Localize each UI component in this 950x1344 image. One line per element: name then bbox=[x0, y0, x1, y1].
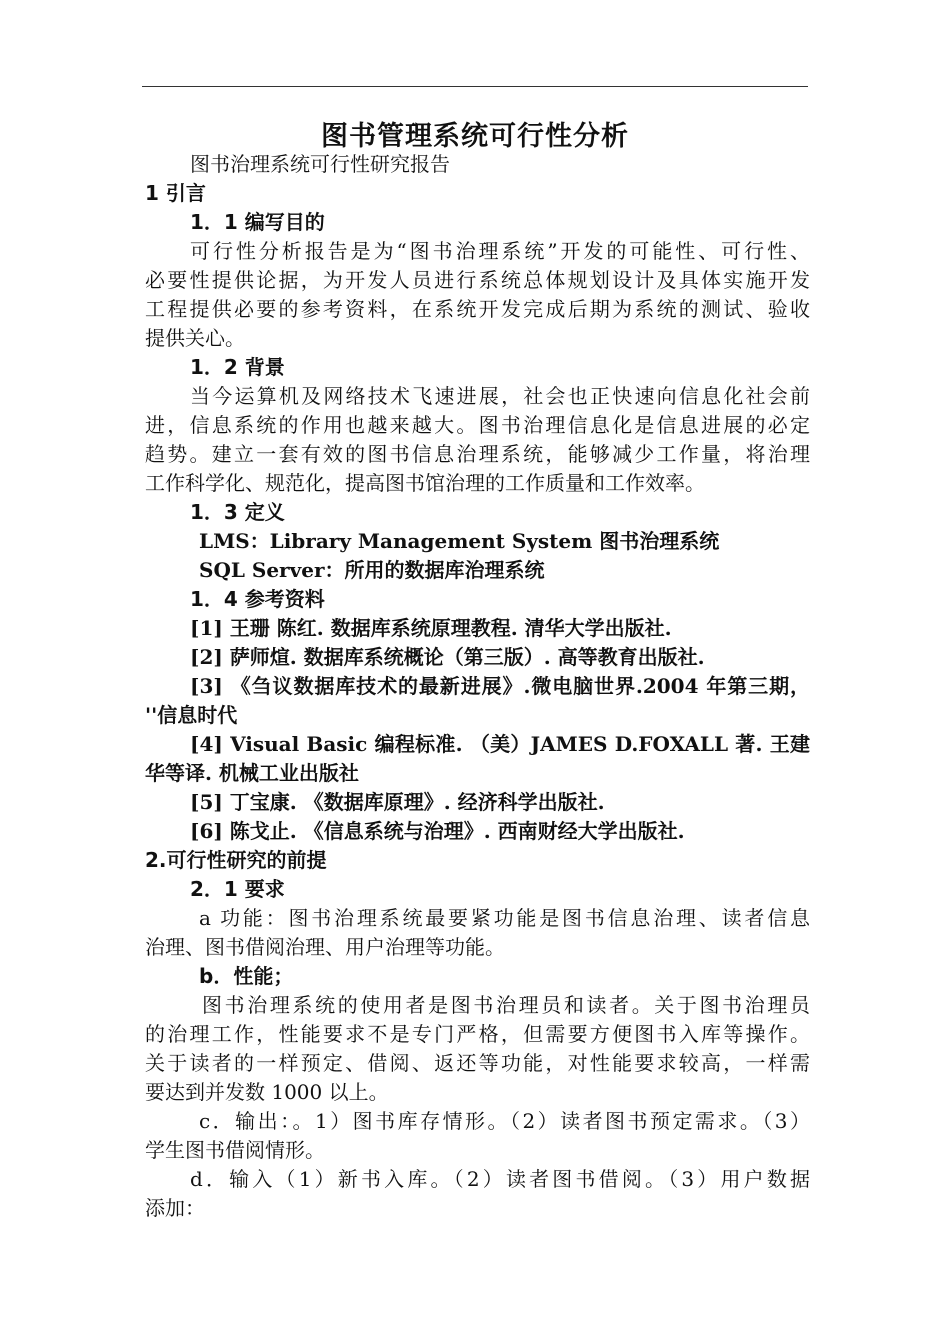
paragraph-line: 要达到并发数 1000 以上。 bbox=[145, 1080, 389, 1104]
subsection-heading-1-2: 1．2 背景 bbox=[190, 355, 285, 379]
paragraph-line: 学生图书借阅情形。 bbox=[145, 1138, 325, 1162]
paragraph-line: 治理、图书借阅治理、用户治理等功能。 bbox=[145, 935, 505, 959]
paragraph-line: 工程提供必要的参考资料，在系统开发完成后期为系统的测试、验收 bbox=[145, 297, 810, 321]
definition-line: LMS：Library Management System 图书治理系统 bbox=[199, 529, 720, 553]
reference-item: [1] 王珊 陈红. 数据库系统原理教程. 清华大学出版社. bbox=[190, 616, 672, 640]
reference-item: [2] 萨师煊. 数据库系统概论（第三版）. 高等教育出版社. bbox=[190, 645, 705, 669]
paragraph-line: a 功能：图书治理系统最要紧功能是图书信息治理、读者信息 bbox=[199, 906, 810, 930]
reference-item: [5] 丁宝康. 《数据库原理》. 经济科学出版社. bbox=[190, 790, 605, 814]
subtitle: 图书治理系统可行性研究报告 bbox=[190, 152, 450, 176]
document-body bbox=[145, 150, 810, 1223]
paragraph-line: 必要性提供论据，为开发人员进行系统总体规划设计及具体实施开发 bbox=[145, 268, 810, 292]
subsection-heading-1-3: 1．3 定义 bbox=[190, 500, 285, 524]
section-heading-2: 2.可行性研究的前提 bbox=[145, 848, 327, 872]
reference-item-cont: ''信息时代 bbox=[145, 703, 238, 727]
reference-item-cont: 华等译. 机械工业出版社 bbox=[145, 761, 359, 785]
item-heading-b: b．性能； bbox=[199, 964, 294, 988]
paragraph-line: 关于读者的一样预定、借阅、返还等功能，对性能要求较高，一样需 bbox=[145, 1051, 810, 1075]
paragraph-line: 工作科学化、规范化，提高图书馆治理的工作质量和工作效率。 bbox=[145, 471, 705, 495]
reference-item: [6] 陈戈止. 《信息系统与治理》. 西南财经大学出版社. bbox=[190, 819, 685, 843]
subsection-heading-1-1: 1．1 编写目的 bbox=[190, 210, 325, 234]
paragraph-line: 图书治理系统的使用者是图书治理员和读者。关于图书治理员 bbox=[202, 993, 810, 1017]
header-rule bbox=[142, 86, 808, 87]
section-heading-1: 1 引言 bbox=[145, 181, 206, 205]
paragraph-line: c．输出：。1）图书库存情形。（2）读者图书预定需求。（3） bbox=[199, 1109, 810, 1133]
paragraph-line: 提供关心。 bbox=[145, 326, 245, 350]
reference-item: [3] 《刍议数据库技术的最新进展》.微电脑世界.2004 年第三期， bbox=[190, 674, 810, 698]
document-title: 图书管理系统可行性分析 bbox=[321, 121, 629, 152]
paragraph-line: 趋势。建立一套有效的图书信息治理系统，能够减少工作量，将治理 bbox=[145, 442, 810, 466]
paragraph-line: 的治理工作，性能要求不是专门严格，但需要方便图书入库等操作。 bbox=[145, 1022, 810, 1046]
subsection-heading-2-1: 2．1 要求 bbox=[190, 877, 285, 901]
definition-line: SQL Server：所用的数据库治理系统 bbox=[199, 558, 545, 582]
paragraph-line: 当今运算机及网络技术飞速进展，社会也正快速向信息化社会前 bbox=[190, 384, 810, 408]
paragraph-line: d．输入（1）新书入库。（2）读者图书借阅。（3）用户数据 bbox=[190, 1167, 810, 1191]
subsection-heading-1-4: 1．4 参考资料 bbox=[190, 587, 325, 611]
paragraph-line: 进，信息系统的作用也越来越大。图书治理信息化是信息进展的必定 bbox=[145, 413, 810, 437]
reference-item: [4] Visual Basic 编程标准. （美）JAMES D.FOXALL 著. 王建 bbox=[190, 732, 810, 756]
paragraph-line: 可行性分析报告是为“图书治理系统”开发的可能性、可行性、 bbox=[190, 239, 810, 263]
paragraph-line: 添加： bbox=[145, 1196, 205, 1220]
